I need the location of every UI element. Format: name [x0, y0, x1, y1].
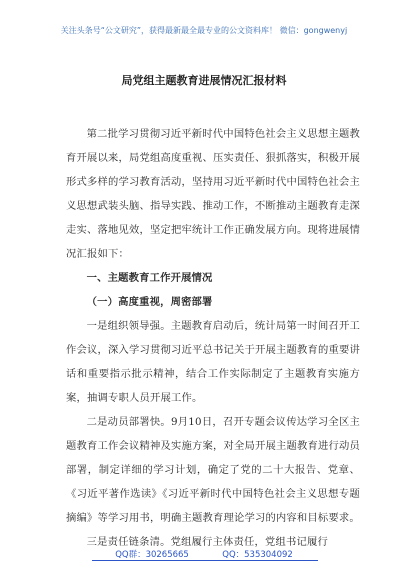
footer-underline [92, 560, 318, 561]
intro-paragraph: 第二批学习贯彻习近平新时代中国特色社会主义思想主题教育开展以来，局党组高度重视、压实责任、狠抓落实，积极开展形式多样的学习教育活动，坚持用习近平新时代中国特色社会主义思想武装头脑、指导实践、推动工作，不断推动主题教育走深走实、落地见效，坚定把牢统计工作正确发展方向。现将进展情况汇报如下： [66, 128, 360, 260]
header-watermark-note: 关注头条号“公文研究”，获得最新最全最专业的公文资料库！ 微信：gongwenyj [60, 26, 348, 35]
paragraph-responsibility: 三是责任链条清。党组履行主体责任，党组书记履行 [86, 536, 329, 548]
footer-contact [0, 548, 408, 560]
footer-qq-number: QQ：535304092 [222, 550, 293, 560]
document-title: 局党组主题教育进展情况汇报材料 [121, 74, 287, 87]
document-body [66, 122, 360, 554]
subsection-heading-1: （一）高度重视，周密部署 [86, 296, 213, 308]
section-heading-1: 一、主题教育工作开展情况 [86, 272, 213, 284]
paragraph-deployment: 二是动员部署快。9月10日，召开专题会议传达学习全区主题教育工作会议精神及实施方案，对全局开展主题教育进行动员部署，制定详细的学习计划，确定了党的二十大报告、党章、《习近平著作选读》《习近平新时代中国特色社会主义思想专题摘编》等学习用书，明确主题教育理论学习的内容和目标要求。 [66, 416, 360, 524]
footer-qq-group: QQ群：30265665 [115, 550, 189, 560]
paragraph-organization: 一是组织领导强。主题教育启动后，统计局第一时间召开工作会议，深入学习贯彻习近平总书记关于开展主题教育的重要讲话和重要指示批示精神，结合工作实际制定了主题教育实施方案，抽调专职人员开展工作。 [66, 320, 360, 404]
